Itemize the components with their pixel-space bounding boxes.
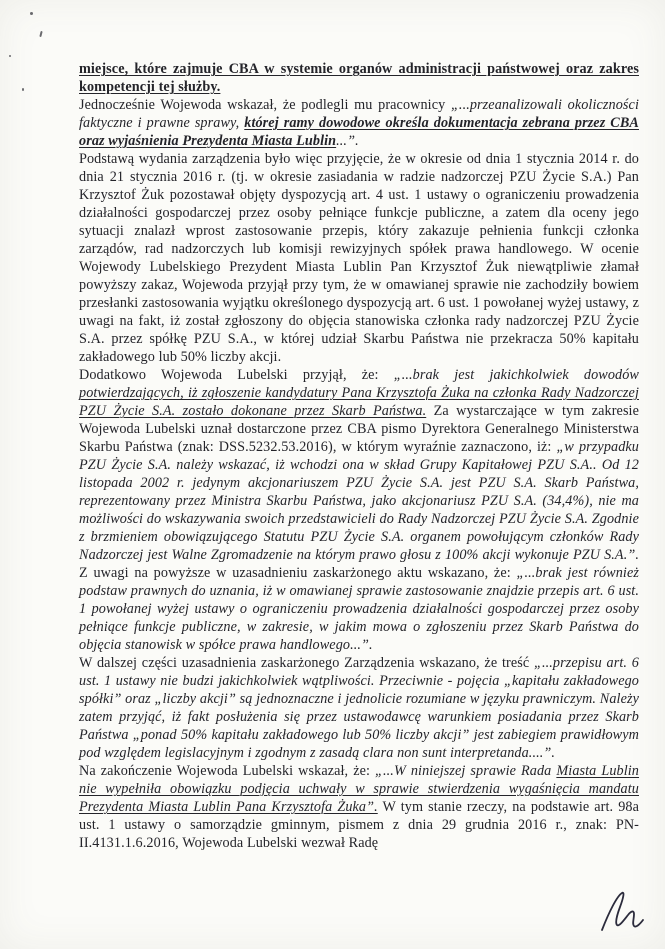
- paragraph: [79, 654, 639, 762]
- text-run: Dodatkowo Wojewoda Lubelski przyjął, że:: [79, 367, 394, 383]
- scan-speckle: [30, 12, 33, 15]
- text-run: „w przypadku PZU Życie S.A. należy wskazać, iż wchodzi ona w skład Grupy Kapitałowej PZU S.A.. Od 12 listopada 2002 r. jedynym akcjonariuszem PZU Życie S.A. jest PZU S.A. Skarb Państwa, reprezentowany przez Ministra Skarbu Państwa, jako akcjonariusz PZU S.A. (34,4%), nie ma możliwości do wskazywania swoich przedstawicieli do Rady Nadzorczej PZU Życie S.A. Zgodnie z brzmieniem obowiązującego Statutu PZU Życie S.A. organem powołującym członków Rady Nadzorczej jest Walne Zgromadzenie na którym prawo głosu z 100% akcji wykonuje PZU S.A.”.: [79, 439, 639, 563]
- text-run: miejsce, które zajmuje CBA w systemie organów administracji państwowej oraz zakres kompetencji tej służby.: [79, 61, 639, 95]
- text-run: ...”.: [336, 133, 359, 149]
- heading-paragraph: [79, 60, 639, 96]
- text-run: Z uwagi na powyższe w uzasadnieniu zaskarżonego aktu wskazano, że:: [79, 565, 517, 581]
- text-run: której ramy dowodowe określa dokumentacja zebrana przez CBA oraz wyjaśnienia Prezydenta Miasta Lublin: [79, 115, 639, 149]
- text-run: W dalszej części uzasadnienia zaskarżonego Zarządzenia wskazano, że treść: [79, 655, 534, 671]
- text-run: Jednocześnie Wojewoda wskazał, że podlegli mu pracownicy: [79, 97, 451, 113]
- text-run: Miasta Lublin nie wypełniła obowiązku podjęcia uchwały w sprawie stwierdzenia wygaśnięcia mandatu Prezydenta Miasta Lublin Pana Krzysztofa Żuka”.: [79, 763, 640, 815]
- paragraph: [79, 762, 639, 852]
- text-run: „...W niniejszej sprawie Rada: [375, 763, 557, 779]
- scan-speckle: [39, 31, 42, 37]
- scan-speckle: [22, 88, 24, 91]
- handwritten-initials-icon: [596, 890, 646, 936]
- text-run: Na zakończenie Wojewoda Lubelski wskazał, że:: [79, 763, 376, 779]
- document-body: [79, 60, 639, 852]
- text-run: „...brak jest jakichkolwiek dowodów: [393, 367, 639, 383]
- scan-speckle: [9, 55, 11, 57]
- text-run: potwierdzających, iż zgłoszenie kandydatury Pana Krzysztofa Żuka na członka Rady Nadzorczej PZU Życie S.A. zostało dokonane przez Skarb Państwa.: [79, 385, 639, 419]
- text-run: Podstawą wydania zarządzenia było więc przyjęcie, że w okresie od dnia 1 stycznia 2014 r. do dnia 21 stycznia 2016 r. (tj. w okresie zasiadania w radzie nadzorczej PZU Życie S.A.) Pan Krzysztof Żuk pozostawał objęty dyspozycją art. 4 ust. 1 ustawy o ograniczeniu prowadzenia działalności gospodarczej przez osoby pełniące funkcje publiczne, a zatem dla oceny jego sytuacji znalazł wprost zastosowanie przepis, który zakazuje pełnienia funkcji członka zarządów, rad nadzorczych lub komisji rewizyjnych spółek prawa handlowego. W ocenie Wojewody Lubelskiego Prezydent Miasta Lublin Pan Krzysztof Żuk niewątpliwie złamał powyższy zakaz, Wojewoda przyjął przy tym, że w omawianej sprawie nie zachodziły bowiem przesłanki zastosowania wyjątku określonego dyspozycją art. 6 ust. 1 powołanej wyżej ustawy, z uwagi na fakt, iż został zgłoszony do objęcia stanowiska członka rady nadzorczej PZU Życie S.A. przez spółkę PZU S.A., w której udział Skarbu Państwa nie przekracza 50% kapitału zakładowego lub 50% liczby akcji.: [79, 151, 639, 365]
- paragraph: [79, 96, 639, 150]
- paragraph: [79, 150, 639, 366]
- text-run: „...brak jest również podstaw prawnych do uznania, iż w omawianej sprawie zastosowanie znajdzie przepis art. 6 ust. 1 powołanej wyżej ustawy o ograniczeniu prowadzenia działalności gospodarczej przez osoby pełniące funkcje publiczne, w zakresie, w jakim mowa o zgłoszeniu przez Skarb Państwa do objęcia stanowisk w spółce prawa handlowego...”.: [79, 565, 639, 653]
- paragraph: [79, 366, 639, 654]
- text-run: „...przepisu art. 6 ust. 1 ustawy nie budzi jakichkolwiek wątpliwości. Przeciwnie - pojęcia „kapitału zakładowego spółki” oraz „liczby akcji” są jednoznaczne i jednolicie rozumiane w języku prawniczym. Należy zatem przyjąć, iż fakt posłużenia się przez ustawodawcę warunkiem posiadania przez Skarb Państwa „ponad 50% kapitału zakładowego lub 50% liczby akcji” jest zabiegiem prawidłowym pod względem legislacyjnym i zgodnym z zasadą clara non sunt interpretanda....”.: [79, 655, 639, 761]
- text-run: Za wystarczające w tym zakresie Wojewoda Lubelski uznał dostarczone przez CBA pismo Dyrektora Generalnego Ministerstwa Skarbu Państwa (znak: DSS.5232.53.2016), w którym wyraźnie zaznaczono, iż:: [79, 403, 639, 455]
- text-run: W tym stanie rzeczy, na podstawie art. 98a ust. 1 ustawy o samorządzie gminnym, pismem z dnia 29 grudnia 2016 r., znak: PN-II.4131.1.6.2016, Wojewoda Lubelski wezwał Radę: [79, 799, 639, 851]
- text-run: „...przeanalizowali okoliczności faktyczne i prawne sprawy,: [79, 97, 639, 131]
